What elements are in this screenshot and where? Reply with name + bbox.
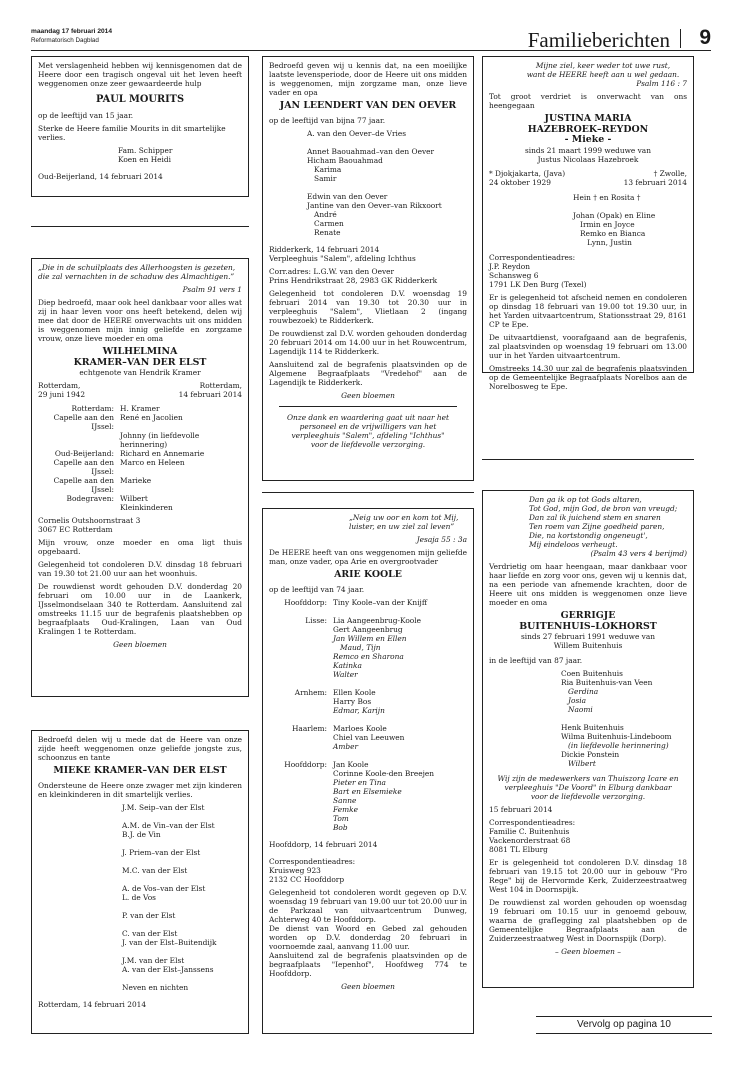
correspondence: 2132 CC Hoofddorp bbox=[269, 874, 345, 884]
family-member: Wilbert bbox=[561, 759, 596, 768]
deceased-nickname: - Mieke - bbox=[564, 134, 612, 145]
family-row bbox=[269, 661, 467, 670]
family-member: Dickie Ponstein bbox=[561, 750, 620, 759]
notice-age: in de leeftijd van 87 jaar. bbox=[489, 656, 583, 665]
family-place bbox=[269, 607, 333, 616]
correspondence: Correspondentieadres: bbox=[269, 856, 356, 866]
family-member: Jan Koole bbox=[333, 759, 369, 769]
family-member bbox=[573, 202, 687, 211]
verse-reference: Jesaja 55 : 3a bbox=[416, 535, 467, 544]
family-member: Hicham Baouahmad bbox=[307, 155, 383, 165]
family-member: C. van der Elst bbox=[122, 928, 178, 938]
family-member: Henk Buitenhuis bbox=[561, 723, 624, 732]
family-row bbox=[269, 616, 467, 625]
verse-reference: (Psalm 43 vers 4 berijmd) bbox=[590, 549, 687, 558]
family-member: M.C. van der Elst bbox=[122, 865, 188, 875]
notice-intro: Bedroefd geven wij u kennis dat, na een moeilijke laatste levensperiode, door de Heere uit ons midden is weggenomen, mijn zorgzame man, onze lieve vader en opa bbox=[269, 61, 467, 97]
family-member: Irmin en Joyce bbox=[573, 219, 635, 229]
family-member bbox=[333, 751, 335, 760]
notice-mieke-kramer bbox=[31, 730, 249, 1034]
notice-text: Mijn vrouw, onze moeder en oma ligt thuis opgebaard. bbox=[38, 538, 242, 556]
family-row bbox=[269, 805, 467, 814]
family-member bbox=[561, 714, 687, 723]
family-member: J. van der Elst–Buitendijk bbox=[122, 937, 217, 947]
notice-text: Er is gelegenheid tot condoleren D.V. dinsdag 18 februari van 19.15 tot 20.00 uur in gebouw "Pro Rege" bij de Hervormde Kerk, Zuiderzeestraatweg West 104 in Doornspijk. bbox=[489, 858, 687, 894]
family-member: Edwin van den Oever bbox=[307, 191, 388, 201]
notice-intro: Verdrietig om haar heengaan, maar dankbaar voor haar liefde en zorg voor ons, geven wij u kennis dat, na een periode van afnemende krachten, door de Heere uit ons midden is weggenomen onze lieve moeder en oma bbox=[489, 562, 687, 607]
deceased-name: ARIE KOOLE bbox=[334, 569, 402, 580]
family-row bbox=[269, 769, 467, 778]
family-place bbox=[269, 733, 333, 742]
deceased-first-name: GERRIGJE bbox=[560, 610, 616, 621]
family-place bbox=[269, 661, 333, 670]
family-member bbox=[122, 947, 242, 956]
issue-date: maandag 17 februari 2014 bbox=[31, 28, 112, 35]
family-row bbox=[269, 796, 467, 805]
bible-verse: „Neig uw oor en kom tot Mij, luister, en uw ziel zal leven” bbox=[349, 513, 459, 531]
family-list bbox=[269, 129, 467, 237]
family-member: A. van der Elst–Janssens bbox=[122, 964, 214, 974]
family-row bbox=[269, 760, 467, 769]
correspondence-line: Familie C. Buitenhuis bbox=[489, 827, 570, 836]
death-date: 14 februari 2014 bbox=[178, 390, 242, 399]
family-member: Neven en nichten bbox=[122, 982, 189, 992]
family-member: Marco en Heleen bbox=[120, 458, 185, 467]
family-place bbox=[38, 431, 120, 440]
notice-text: Gelegenheid tot condoleren wordt gegeven op D.V. woensdag 19 februari van 19.00 uur tot 20.00 uur in de Parkzaal van uitvaartcentrum Dunweg, Achterweg 40 te Hoofddorp. bbox=[269, 887, 467, 924]
family-row bbox=[269, 634, 467, 643]
family-row bbox=[269, 715, 467, 724]
family-member: J.M. Seip–van der Elst bbox=[122, 802, 205, 812]
family-place bbox=[269, 670, 333, 679]
correspondence-line: Correspondentieadres: bbox=[489, 818, 576, 827]
correspondence-line: Correspondentieadres: bbox=[489, 252, 576, 262]
deceased-surname: HAZEBROEK–REYDON bbox=[527, 123, 649, 135]
family-place: Capelle aan den IJssel: bbox=[53, 458, 114, 476]
column-rule bbox=[262, 492, 474, 493]
family-place bbox=[269, 643, 333, 652]
family-place: Capelle aan den IJssel: bbox=[53, 476, 114, 494]
family-member: Bob bbox=[333, 822, 348, 832]
birth-place: Rotterdam, bbox=[38, 381, 81, 390]
notice-date: 15 februari 2014 bbox=[489, 805, 553, 814]
spouse-line: sinds 27 februari 1991 weduwe van bbox=[520, 632, 656, 641]
family-member: Naomi bbox=[561, 705, 593, 714]
family-member bbox=[333, 679, 335, 688]
correspondence: Corr.adres: L.G.W. van den Oever bbox=[269, 266, 395, 276]
family-member: Hein † en Rosita † bbox=[573, 192, 641, 202]
family-place bbox=[269, 625, 333, 634]
family-member: Chiel van Leeuwen bbox=[333, 732, 405, 742]
family-member: L. de Vos bbox=[122, 892, 156, 902]
correspondence-line: Vackenorderstraat 68 bbox=[489, 836, 571, 845]
spouse-line: sinds 21 maart 1999 weduwe van bbox=[525, 145, 651, 155]
family-place bbox=[38, 440, 120, 449]
family-member: Marieke bbox=[120, 476, 152, 485]
family-member: Amber bbox=[333, 741, 358, 751]
correspondence-line: Schansweg 6 bbox=[489, 270, 539, 280]
family-member: A. van den Oever–de Vries bbox=[307, 128, 407, 138]
correspondence-line: 1791 LK Den Burg (Texel) bbox=[489, 279, 587, 289]
notice-text: Aansluitend zal de begrafenis plaatsvinden op de Algemene Begraafplaats "Vredehof" aan de Lagendijk te Ridderkerk. bbox=[269, 359, 467, 387]
page-header bbox=[31, 27, 711, 51]
family-member: Femke bbox=[333, 804, 358, 814]
section-title: Familieberichten bbox=[527, 28, 670, 52]
family-member: Josia bbox=[561, 696, 587, 705]
family-row bbox=[38, 503, 242, 512]
family-row bbox=[269, 643, 467, 652]
newspaper-name: Reformatorisch Dagblad bbox=[31, 37, 99, 44]
notice-place-date: Oud-Beijerland, 14 februari 2014 bbox=[38, 172, 163, 181]
correspondence: Kruisweg 923 bbox=[269, 865, 321, 875]
family-member bbox=[307, 183, 467, 192]
family-member: Lia Aangeenbrug-Koole bbox=[333, 615, 421, 625]
death-place: Rotterdam, bbox=[199, 381, 242, 390]
notice-place-date: Rotterdam, 14 februari 2014 bbox=[38, 999, 147, 1009]
birth-date: 24 oktober 1929 bbox=[489, 177, 551, 187]
life-dates bbox=[38, 390, 242, 399]
family-member: H. Kramer bbox=[120, 404, 160, 413]
notice-gerrigje-buitenhuis bbox=[482, 490, 694, 988]
column-rule bbox=[31, 226, 249, 227]
notice-intro: Tot groot verdriet is onverwacht van ons heengegaan bbox=[489, 92, 687, 110]
family-member bbox=[122, 839, 242, 848]
family-member: Kleinkinderen bbox=[120, 503, 173, 512]
family-row bbox=[269, 814, 467, 823]
family-row bbox=[38, 440, 242, 449]
family-place bbox=[269, 787, 333, 796]
family-place bbox=[269, 778, 333, 787]
family-member: Katinka bbox=[333, 660, 362, 670]
family-place: Lisse: bbox=[305, 615, 327, 625]
family-member: Wilbert bbox=[120, 494, 148, 503]
bible-verse: Mijne ziel, keer weder tot uwe rust, bbox=[535, 61, 671, 70]
family-member: Tom bbox=[333, 813, 349, 823]
family-member: Richard en Annemarie bbox=[120, 449, 205, 458]
family-member: Johnny (in liefdevolle bbox=[120, 431, 200, 440]
notice-text: Omstreeks 14.30 uur zal de begrafenis plaatsvinden op de Gemeentelijke Begraafplaats Norelbos aan de Norelbosweg te Epe. bbox=[489, 363, 687, 391]
family-row bbox=[269, 607, 467, 616]
notice-text: De rouwdienst zal worden gehouden op woensdag 19 februari om 10.15 uur in genoemd gebouw, waarna de grafIegging zal plaatshebben op de Gemeentelijke Begraafplaats aan de Zuiderzeestraatweg West in Doornspijk (Dorp). bbox=[489, 898, 687, 943]
family-row bbox=[269, 724, 467, 733]
header-divider bbox=[680, 29, 681, 48]
notice-text: Ondersteune de Heere onze zwager met zijn kinderen en kleinkinderen in dit smartelijk verlies. bbox=[38, 780, 242, 799]
family-place bbox=[269, 814, 333, 823]
family-member: Samir bbox=[307, 173, 337, 183]
family-place bbox=[269, 769, 333, 778]
notice-place-date: Hoofddorp, 14 februari 2014 bbox=[269, 839, 378, 849]
family-member bbox=[307, 138, 467, 147]
life-dates bbox=[38, 381, 242, 390]
notice-text: De rouwdienst zal D.V. worden gehouden donderdag 20 februari 2014 om 14.00 uur in het Rouwcentrum, Lagendijk 114 te Ridderkerk. bbox=[269, 328, 467, 356]
family-member: Remko en Bianca bbox=[573, 228, 646, 238]
family-member: Annet Baouahmad–van den Oever bbox=[307, 146, 435, 156]
family-place: Arnhem: bbox=[294, 687, 327, 697]
family-member: J. Priem–van der Elst bbox=[122, 847, 201, 857]
family-member: Gerdina bbox=[561, 687, 599, 696]
correspondence-line: 8081 TL Elburg bbox=[489, 845, 548, 854]
signatory: Koen en Heidi bbox=[118, 155, 172, 164]
family-place bbox=[269, 823, 333, 832]
family-row bbox=[269, 751, 467, 760]
correspondence-line: J.P. Reydon bbox=[489, 261, 530, 271]
family-row bbox=[269, 706, 467, 715]
family-row bbox=[269, 778, 467, 787]
family-member: J.M. van der Elst bbox=[122, 955, 185, 965]
family-member: Edmar, Karijn bbox=[333, 705, 385, 715]
deceased-surname: BUITENHUIS–LOKHORST bbox=[519, 620, 657, 632]
family-row bbox=[38, 404, 242, 413]
address-line: Cornelis Outshoornstraat 3 bbox=[38, 516, 141, 525]
family-place: Haarlem: bbox=[291, 723, 327, 733]
family-member: Renate bbox=[307, 227, 341, 237]
deceased-name: JAN LEENDERT VAN DEN OEVER bbox=[279, 100, 457, 111]
family-row bbox=[269, 625, 467, 634]
family-member bbox=[333, 715, 335, 724]
family-place bbox=[269, 742, 333, 751]
notice-paul-mourits bbox=[31, 56, 249, 197]
verse-line: Die, na kortstondig ongeneugt', bbox=[529, 531, 648, 540]
family-row bbox=[269, 733, 467, 742]
notice-justina-hazebroek bbox=[482, 56, 694, 391]
family-member: Ellen Koole bbox=[333, 687, 376, 697]
family-list bbox=[269, 598, 467, 832]
notice-text: De dienst van Woord en Gebed zal gehouden worden op D.V. donderdag 20 februari in voornoemde zaal, aanvang 11.00 uur. bbox=[269, 923, 467, 951]
family-row bbox=[38, 476, 242, 494]
verse-line: Tot God, mijn God, de bron van vreugd; bbox=[529, 504, 678, 513]
divider bbox=[279, 406, 457, 407]
correspondence bbox=[489, 818, 687, 854]
family-member: Gert Aangeenbrug bbox=[333, 624, 403, 634]
notice-text: Gelegenheid tot condoleren D.V. woensdag 19 februari 2014 van 19.30 tot 20.30 uur in verpleeghuis "Salem", Vlietlaan 2 (ingang rouwbezoek) te Ridderkerk. bbox=[269, 288, 467, 325]
notice-intro: Bedroefd delen wij u mede dat de Heere van onze zijde heeft weggenomen onze geliefde jongste zus, schoonzus en tante bbox=[38, 735, 242, 762]
notice-intro: Diep bedroefd, maar ook heel dankbaar voor alles wat zij in haar leven voor ons heeft betekend, delen wij mee dat door de HEERE onverwachts uit ons midden is weggenomen mijn innig geliefde en zorgzame vrouw, onze lieve moeder en oma bbox=[38, 298, 242, 343]
notice-text: Gelegenheid tot condoleren D.V. dinsdag 18 februari van 19.30 tot 21.00 uur aan het woonhuis. bbox=[38, 560, 242, 578]
family-member: Carmen bbox=[307, 218, 344, 228]
notice-text: De rouwdienst wordt gehouden D.V. donderdag 20 februari om 10.00 uur in de Laankerk, IJsselmondselaan 340 te Rotterdam. Aansluitend zal omstreeks 11.15 uur de begrafenis plaatshebben op begraafplaats Oud-Kralingen, Laan van Oud Kralingen 1 te Rotterdam. bbox=[38, 582, 242, 636]
family-row bbox=[38, 449, 242, 458]
no-flowers: Geen bloemen bbox=[113, 640, 167, 649]
notice-age: op de leeftijd van 74 jaar. bbox=[269, 584, 365, 594]
correspondence: Prins Hendrikstraat 28, 2983 GK Ridderkerk bbox=[269, 275, 438, 285]
birth-date: 29 juni 1942 bbox=[38, 390, 86, 399]
verse-line: Ten roem van Zijne goedheid paren, bbox=[529, 522, 665, 531]
family-member: Marloes Koole bbox=[333, 723, 387, 733]
family-row bbox=[269, 652, 467, 661]
family-row bbox=[269, 598, 467, 607]
family-place: Hoofddorp: bbox=[284, 759, 327, 769]
notice-arie-koole bbox=[262, 508, 474, 1034]
thanks-text: Wij zijn de medewerkers van Thuiszorg Icare en verpleeghuis "De Voord" in Elburg dankbaar voor de liefdevolle verzorging. bbox=[497, 774, 679, 801]
family-row bbox=[269, 688, 467, 697]
deceased-name: PAUL MOURITS bbox=[95, 94, 185, 105]
verse-line: Dan ga ik op tot Gods altaren, bbox=[529, 495, 642, 504]
family-member: Johan (Opak) en Eline bbox=[573, 210, 656, 220]
family-member: Pieter en Tina bbox=[333, 777, 386, 787]
family-place bbox=[269, 751, 333, 760]
thanks-text: Onze dank en waardering gaat uit naar het personeel en de vrijwilligers van het verpleeghuis "Salem", afdeling "Ichthus" voor de liefdevolle verzorging. bbox=[286, 412, 450, 449]
family-member bbox=[122, 875, 242, 884]
family-member bbox=[122, 974, 242, 983]
family-member: Tiny Koole–van der Knijff bbox=[333, 597, 428, 607]
notice-age: op de leeftijd van bijna 77 jaar. bbox=[269, 115, 386, 125]
family-member: Ria Buitenhuis-van Veen bbox=[561, 678, 653, 687]
column-rule bbox=[482, 459, 694, 460]
family-place bbox=[269, 715, 333, 724]
family-row bbox=[269, 697, 467, 706]
family-list bbox=[38, 404, 242, 512]
family-place bbox=[269, 652, 333, 661]
no-flowers: Geen bloemen bbox=[341, 390, 395, 400]
family-place bbox=[269, 634, 333, 643]
life-dates bbox=[489, 169, 687, 178]
family-place bbox=[269, 697, 333, 706]
family-member: Walter bbox=[333, 669, 358, 679]
family-member: Wilma Buitenhuis-Lindeboom bbox=[561, 732, 672, 741]
family-row bbox=[269, 823, 467, 832]
psalm-verse bbox=[489, 495, 687, 549]
family-list bbox=[489, 669, 687, 768]
care-home: Verpleeghuis "Salem", afdeling Ichthus bbox=[269, 253, 416, 263]
notice-place-date: Ridderkerk, 14 februari 2014 bbox=[269, 244, 380, 254]
family-place: Capelle aan den IJssel: bbox=[53, 413, 114, 431]
family-member: Harry Bos bbox=[333, 696, 372, 706]
notice-jan-van-den-oever bbox=[262, 56, 474, 481]
spouse-line: Justus Nicolaas Hazebroek bbox=[537, 154, 639, 164]
family-member: Corinne Koole-den Breejen bbox=[333, 768, 435, 778]
family-row bbox=[38, 413, 242, 431]
family-member bbox=[122, 920, 242, 929]
family-place bbox=[269, 805, 333, 814]
no-flowers: – Geen bloemen – bbox=[555, 947, 621, 956]
family-member: Maud, Tijn bbox=[333, 642, 381, 652]
notice-age: op de leeftijd van 15 jaar. bbox=[38, 111, 134, 120]
verse-line: Dan zal ik juichend stem en snaren bbox=[529, 513, 661, 522]
family-member: Sanne bbox=[333, 795, 357, 805]
bible-verse: „Die in de schuilplaats des Allerhoogsten is gezeten, die zal vernachten in de schaduw des Almachtigen.” bbox=[38, 263, 236, 281]
verse-line: Mij eindeloos verheugt. bbox=[529, 540, 618, 549]
family-row bbox=[38, 431, 242, 440]
family-member bbox=[122, 857, 242, 866]
family-place: Hoofddorp: bbox=[284, 597, 327, 607]
birth-place: * Djokjakarta, (Java) bbox=[489, 168, 566, 178]
family-member bbox=[333, 607, 335, 616]
family-row bbox=[269, 742, 467, 751]
deceased-surname: KRAMER–VAN DER ELST bbox=[73, 356, 207, 368]
page-number: 9 bbox=[699, 26, 711, 49]
deceased-first-name: JUSTINA MARIA bbox=[544, 113, 632, 124]
family-member: Remco en Sharona bbox=[333, 651, 404, 661]
family-row bbox=[269, 670, 467, 679]
family-list bbox=[489, 193, 687, 247]
family-member: P. van der Elst bbox=[122, 910, 176, 920]
no-flowers: Geen bloemen bbox=[341, 981, 395, 991]
bible-verse: want de HEERE heeft aan u wel gedaan. bbox=[526, 70, 680, 79]
notice-wilhelmina-kramer bbox=[31, 258, 249, 697]
family-member: B.J. de Vin bbox=[122, 829, 161, 839]
notice-text: Aansluitend zal de begrafenis plaatsvinden op de begraafplaats "Iepenhof", Hoofdweg 774 te Hoofddorp. bbox=[269, 950, 467, 978]
notice-text: Er is gelegenheid tot afscheid nemen en condoleren op dinsdag 18 februari van 19.00 tot 19.30 uur, in het Yarden uitvaartcentrum, Stationsstraat 29, 8161 CP te Epe. bbox=[489, 292, 687, 329]
family-member: herinnering) bbox=[120, 440, 168, 449]
notice-intro: Met verslagenheid hebben wij kennisgenomen dat de Heere door een tragisch ongeval uit het leven heeft weggenomen onze zeer gewaardeerde hulp bbox=[38, 61, 242, 88]
spouse-line: Willem Buitenhuis bbox=[553, 641, 623, 650]
notice-intro: De HEERE heeft van ons weggenomen mijn geliefde man, onze vader, opa Arie en overgrootvader bbox=[269, 548, 467, 566]
family-row bbox=[269, 679, 467, 688]
family-member: André bbox=[307, 209, 337, 219]
correspondence bbox=[489, 253, 687, 289]
family-member: Bart en Elsemieke bbox=[333, 786, 402, 796]
verse-reference: Psalm 91 vers 1 bbox=[182, 285, 242, 294]
family-place bbox=[38, 503, 120, 512]
verse-reference: Psalm 116 : 7 bbox=[636, 79, 687, 88]
family-member bbox=[122, 812, 242, 821]
family-member: A. de Vos–van der Elst bbox=[122, 883, 206, 893]
life-dates bbox=[489, 178, 687, 187]
family-place bbox=[269, 796, 333, 805]
family-member: (in liefdevolle herinnering) bbox=[561, 741, 669, 750]
family-place bbox=[269, 706, 333, 715]
deceased-first-name: WILHELMINA bbox=[102, 346, 178, 357]
notice-text: Sterke de Heere familie Mourits in dit smartelijke verlies. bbox=[38, 124, 226, 142]
signatory: Fam. Schipper bbox=[118, 146, 173, 155]
notice-text: De uitvaartdienst, voorafgaand aan de begrafenis, zal plaatsvinden op woensdag 19 februari om 13.00 uur in het Yarden uitvaartcentrum. bbox=[489, 332, 687, 360]
continued-on-page[interactable]: Vervolg op pagina 10 bbox=[536, 1016, 712, 1034]
family-row bbox=[269, 787, 467, 796]
deceased-name: MIEKE KRAMER–VAN DER ELST bbox=[53, 765, 227, 776]
family-member: René en Jacolien bbox=[120, 413, 183, 422]
family-member: Jantine van den Oever–van Rikxoort bbox=[307, 200, 442, 210]
family-place bbox=[269, 679, 333, 688]
family-member: A.M. de Vin–van der Elst bbox=[122, 820, 215, 830]
family-row bbox=[38, 458, 242, 476]
spouse-line: echtgenote van Hendrik Kramer bbox=[79, 368, 201, 377]
death-date: 13 februari 2014 bbox=[623, 177, 687, 187]
family-list bbox=[38, 803, 242, 992]
family-member: Coen Buitenhuis bbox=[561, 669, 623, 678]
death-place: † Zwolle, bbox=[653, 168, 687, 178]
family-place: Oud-Beijerland: bbox=[54, 449, 114, 458]
family-member: Lynn, Justin bbox=[573, 237, 632, 247]
address-line: 3067 EC Rotterdam bbox=[38, 525, 113, 534]
family-member: Karima bbox=[307, 164, 342, 174]
family-place: Bodegraven: bbox=[66, 494, 114, 503]
family-place: Rotterdam: bbox=[71, 404, 114, 413]
family-row bbox=[38, 494, 242, 503]
family-member bbox=[122, 902, 242, 911]
family-member: Jan Willem en Ellen bbox=[333, 633, 407, 643]
